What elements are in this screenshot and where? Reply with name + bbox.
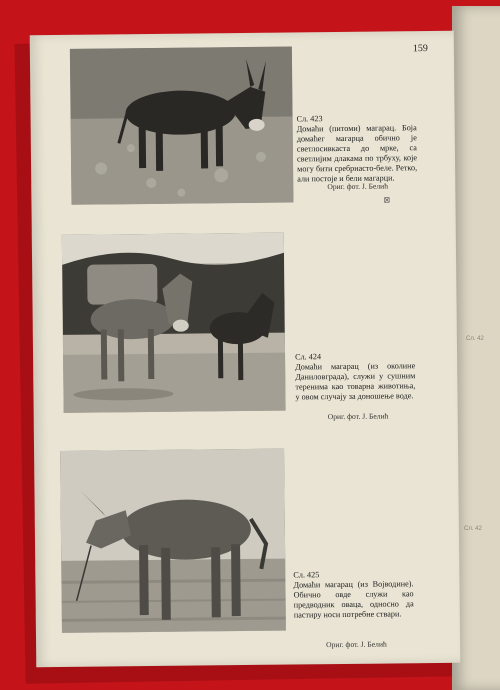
caption-425 [293, 569, 414, 620]
caption-number: Сл. 424 [295, 352, 322, 362]
photo-credit: Ориг. фот. Ј. Белић [327, 411, 389, 422]
facing-caption: Сл. 42 [466, 336, 484, 342]
caption-text: Домаћи магарац (из Војводине). Обично овде служи као предводник оваца, односно да пастиру носи потребне ствари. [293, 579, 414, 620]
page-number: 159 [412, 43, 428, 55]
caption-number: Сл. 423 [296, 114, 323, 124]
caption-text: Домаћи (питоми) магарац. Боја домаћег магарца обично је светлосивкаста до мрке, са светлијим длакама по трбуху, које могу бити сребрнасто-беле. Ретко, али постоје и бели магарци. [296, 123, 418, 184]
facing-caption: Сл. 42 [464, 526, 482, 532]
book-page [30, 31, 461, 667]
caption-424 [295, 351, 416, 402]
photo-credit: Ориг. фот. Ј. Белић [326, 639, 387, 650]
caption-text: Домаћи магарац (из околине Даниловграда), служи у сушним теренима као товарна животиња, у овом случају за доношење воде. [295, 361, 416, 402]
photo-donkey-standing [60, 449, 286, 633]
margin-mark: ⊠ [383, 195, 391, 205]
photo-donkeys-carrying-water [62, 233, 286, 413]
caption-423 [297, 113, 418, 184]
photo-credit: Ориг. фот. Ј. Белић [327, 181, 389, 192]
caption-number: Сл. 425 [293, 570, 320, 580]
photo-donkey-grazing [70, 46, 294, 204]
